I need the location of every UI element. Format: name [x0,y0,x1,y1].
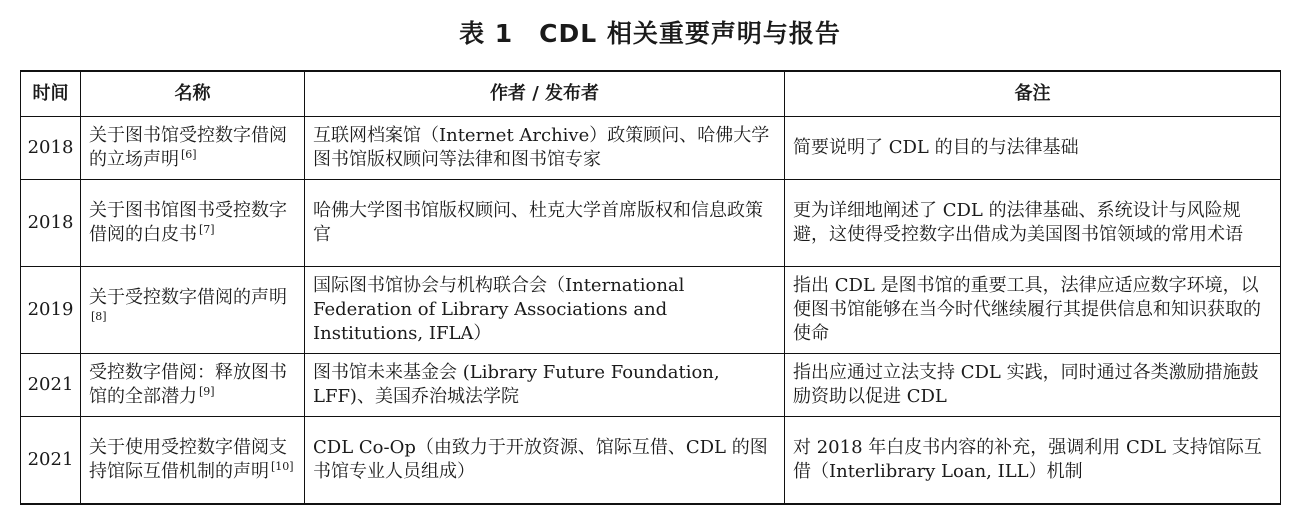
name-text: 关于图书馆图书受控数字借阅的白皮书 [89,200,287,245]
table-row [21,180,1281,267]
author-cell: 哈佛大学图书馆版权顾问、杜克大学首席版权和信息政策官 [305,180,785,267]
author-cell: 图书馆未来基金会 (Library Future Foundation, LFF)、美国乔治城法学院 [305,354,785,417]
column-header-note: 备注 [785,71,1281,117]
reference-mark: [10] [271,460,294,473]
column-header-author: 作者 / 发布者 [305,71,785,117]
note-cell: 简要说明了 CDL 的目的与法律基础 [785,117,1281,180]
reference-mark: [7] [199,223,215,236]
table-row [21,267,1281,354]
year-cell: 2018 [21,117,81,180]
name-text: 关于受控数字借阅的声明 [89,287,287,308]
cdl-statements-table [20,70,1281,505]
reference-mark: [8] [91,310,107,323]
note-cell: 指出 CDL 是图书馆的重要工具，法律应适应数字环境，以便图书馆能够在当今时代继续履行其提供信息和知识获取的使命 [785,267,1281,354]
note-cell: 更为详细地阐述了 CDL 的法律基础、系统设计与风险规避，这使得受控数字出借成为美国图书馆领域的常用术语 [785,180,1281,267]
header-row [21,71,1281,117]
name-text: 关于使用受控数字借阅支持馆际互借机制的声明 [89,437,287,482]
name-cell [81,354,305,417]
author-cell: CDL Co-Op（由致力于开放资源、馆际互借、CDL 的图书馆专业人员组成） [305,417,785,505]
note-cell: 对 2018 年白皮书内容的补充，强调利用 CDL 支持馆际互借（Interlibrary Loan, ILL）机制 [785,417,1281,505]
author-cell: 互联网档案馆（Internet Archive）政策顾问、哈佛大学图书馆版权顾问等法律和图书馆专家 [305,117,785,180]
reference-mark: [9] [199,385,215,398]
note-cell: 指出应通过立法支持 CDL 实践，同时通过各类激励措施鼓励资助以促进 CDL [785,354,1281,417]
reference-mark: [6] [181,148,197,161]
author-cell: 国际图书馆协会与机构联合会（International Federation of Library Associations and Institutions, IFLA） [305,267,785,354]
table-caption: 表 1 CDL 相关重要声明与报告 [459,19,841,48]
name-text: 受控数字借阅：释放图书馆的全部潜力 [89,362,287,407]
name-cell [81,267,305,354]
year-cell: 2019 [21,267,81,354]
name-cell [81,180,305,267]
table-row [21,117,1281,180]
column-header-time: 时间 [21,71,81,117]
name-cell [81,117,305,180]
name-text: 关于图书馆受控数字借阅的立场声明 [89,125,287,170]
year-cell: 2021 [21,417,81,505]
column-header-name: 名称 [81,71,305,117]
year-cell: 2018 [21,180,81,267]
table-row [21,417,1281,505]
table-row [21,354,1281,417]
name-cell [81,417,305,505]
year-cell: 2021 [21,354,81,417]
